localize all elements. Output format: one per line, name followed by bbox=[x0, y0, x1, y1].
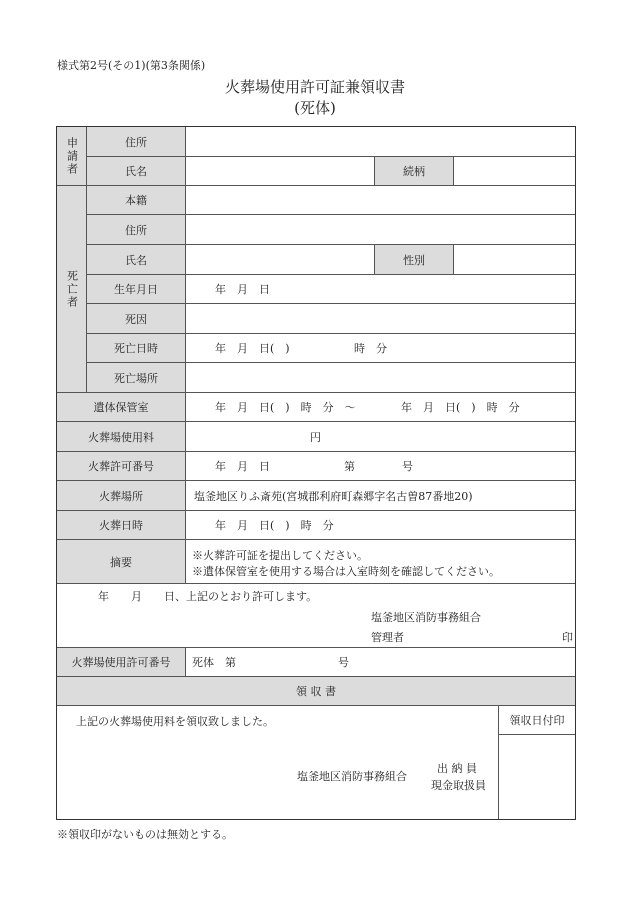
cremation-datetime-value: 年 月 日( ) 時 分 bbox=[215, 519, 334, 532]
crematorium-field bbox=[186, 481, 575, 511]
applicant-relation-label: 続柄 bbox=[375, 157, 454, 186]
applicant-group-label: 申請者 bbox=[57, 127, 87, 186]
deceased-domicile-label: 本籍 bbox=[87, 186, 186, 215]
remarks-label: 摘要 bbox=[57, 540, 186, 584]
storage-from-value: 年 月 日( ) 時 分 〜 bbox=[215, 401, 356, 414]
footnote: ※領収印がないものは無効とする。 bbox=[57, 828, 233, 841]
permit-form-table bbox=[56, 126, 576, 820]
deceased-cause-label: 死因 bbox=[87, 304, 186, 334]
usage-permit-label: 火葬場使用許可番号 bbox=[57, 648, 186, 677]
deceased-sex-label: 性別 bbox=[375, 245, 454, 275]
receipt-stamp-label: 領収日付印 bbox=[499, 706, 575, 735]
deceased-domicile-field[interactable] bbox=[186, 186, 575, 215]
receipt-body bbox=[57, 706, 499, 819]
death-date-value: 年 月 日( ) bbox=[215, 342, 290, 355]
usage-permit-prefix: 死体 第 bbox=[192, 656, 236, 669]
receipt-text: 上記の火葬場使用料を領収致しました。 bbox=[76, 715, 274, 728]
applicant-name-label: 氏名 bbox=[87, 157, 186, 186]
deceased-name-field[interactable] bbox=[186, 245, 375, 275]
fee-label: 火葬場使用料 bbox=[57, 422, 186, 452]
deceased-address-label: 住所 bbox=[87, 215, 186, 245]
receipt-stamp-area bbox=[499, 735, 575, 819]
receipt-cashier: 出 納 員 bbox=[437, 762, 477, 775]
approval-date-text: 年 月 日、上記のとおり許可します。 bbox=[98, 590, 318, 603]
death-time-value: 時 分 bbox=[354, 342, 387, 355]
storage-room-label: 遺体保管室 bbox=[57, 393, 186, 422]
remarks-line-2: ※遺体保管室を使用する場合は入室時刻を確認してください。 bbox=[192, 565, 500, 578]
fee-unit: 円 bbox=[310, 430, 321, 444]
approval-block bbox=[57, 584, 575, 648]
remarks-field bbox=[186, 540, 575, 584]
usage-permit-suffix: 号 bbox=[338, 656, 349, 669]
deceased-cause-field[interactable] bbox=[186, 304, 575, 334]
applicant-address-field[interactable] bbox=[186, 127, 575, 157]
permit-no-prefix: 第 bbox=[344, 460, 355, 473]
permit-number-label: 火葬許可番号 bbox=[57, 452, 186, 481]
storage-room-field[interactable] bbox=[186, 393, 575, 422]
deceased-birth-field[interactable] bbox=[186, 275, 575, 304]
applicant-relation-field[interactable] bbox=[454, 157, 575, 186]
usage-permit-field[interactable] bbox=[186, 648, 575, 677]
deceased-death-place-field[interactable] bbox=[186, 363, 575, 393]
cremation-datetime-label: 火葬日時 bbox=[57, 511, 186, 540]
approval-manager: 管理者 bbox=[371, 631, 404, 644]
crematorium-label: 火葬場所 bbox=[57, 481, 186, 511]
deceased-death-place-label: 死亡場所 bbox=[87, 363, 186, 393]
crematorium-value: 塩釜地区りふ斎苑(宮城郡利府町森郷字名古曽87番地20) bbox=[194, 489, 473, 503]
receipt-org: 塩釜地区消防事務組合 bbox=[297, 770, 407, 783]
deceased-sex-field[interactable] bbox=[454, 245, 575, 275]
permit-no-suffix: 号 bbox=[402, 460, 413, 473]
permit-date-value: 年 月 日 bbox=[215, 460, 270, 473]
deceased-birth-label: 生年月日 bbox=[87, 275, 186, 304]
deceased-name-label: 氏名 bbox=[87, 245, 186, 275]
receipt-title: 領 収 書 bbox=[57, 677, 575, 706]
fee-field[interactable] bbox=[186, 422, 575, 452]
approval-org: 塩釜地区消防事務組合 bbox=[371, 611, 481, 624]
form-number: 様式第2号(その1)(第3条関係) bbox=[57, 59, 206, 72]
deceased-address-field[interactable] bbox=[186, 215, 575, 245]
cremation-datetime-field[interactable] bbox=[186, 511, 575, 540]
deceased-death-datetime-label: 死亡日時 bbox=[87, 334, 186, 363]
receipt-cash-handler: 現金取扱員 bbox=[431, 779, 486, 792]
page-title: 火葬場使用許可証兼領収書 bbox=[224, 78, 405, 96]
applicant-address-label: 住所 bbox=[87, 127, 186, 157]
deceased-death-datetime-field[interactable] bbox=[186, 334, 575, 363]
permit-number-field[interactable] bbox=[186, 452, 575, 481]
approval-seal: 印 bbox=[562, 631, 573, 644]
page-subtitle: (死体) bbox=[294, 99, 336, 117]
deceased-group-label: 死亡者 bbox=[57, 186, 87, 393]
remarks-line-1: ※火葬許可証を提出してください。 bbox=[192, 549, 368, 562]
storage-to-value: 年 月 日( ) 時 分 bbox=[401, 401, 520, 414]
birth-date-value: 年 月 日 bbox=[215, 283, 270, 296]
applicant-name-field[interactable] bbox=[186, 157, 375, 186]
